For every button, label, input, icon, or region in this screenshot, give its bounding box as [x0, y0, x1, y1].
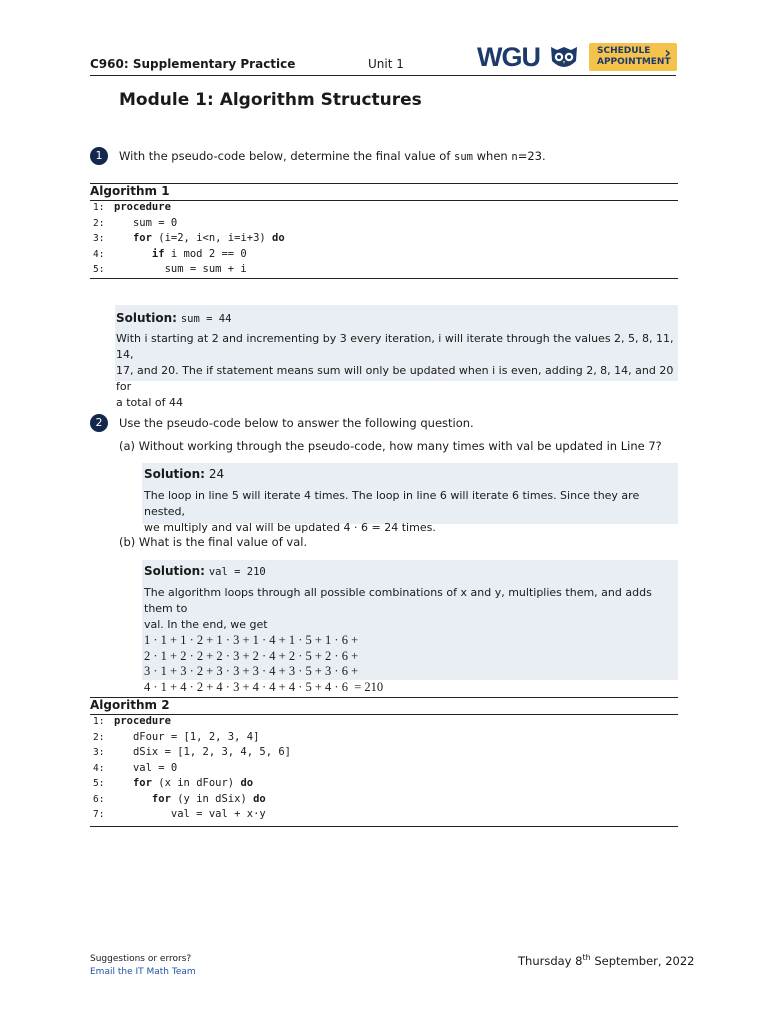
math-line: 1 · 1 + 1 · 2 + 1 · 3 + 1 · 4 + 1 · 5 + 1 · 6 +	[144, 633, 359, 647]
solution-text-line: 17, and 20. The if statement means sum will only be updated when i is even, adding 2, 8, 14, and 20 for	[116, 364, 674, 393]
code-line	[93, 714, 291, 730]
code-text: sum = sum + i	[114, 263, 247, 275]
code-keyword: procedure	[114, 715, 171, 727]
algorithm-2-code	[93, 714, 291, 823]
solution-text-line: val. In the end, we get	[144, 618, 268, 631]
algorithm-2-title: Algorithm 2	[90, 698, 170, 712]
date-superscript: th	[582, 953, 591, 962]
date-suffix: September, 2022	[590, 953, 695, 968]
wgu-logo	[477, 42, 583, 72]
q1-text-part: With the pseudo-code below, determine the final value of	[119, 149, 455, 163]
schedule-line2: APPOINTMENT	[597, 57, 671, 67]
solution-2a-box	[142, 463, 678, 534]
code-keyword: do	[272, 232, 285, 244]
line-number: 7:	[93, 809, 105, 820]
solution-text-line: The algorithm loops through all possible combinations of x and y, multiplies them, and adds them to	[144, 586, 652, 615]
solution-value: val = 210	[208, 566, 266, 578]
schedule-line1: SCHEDULE	[597, 46, 651, 56]
solution-1-header	[116, 311, 678, 325]
line-number: 5:	[93, 264, 105, 275]
code-text: i mod 2 == 0	[164, 247, 247, 260]
code-keyword: for	[114, 792, 171, 805]
question-2b-text: (b) What is the final value of val.	[119, 535, 308, 549]
course-title: C960: Supplementary Practice	[90, 57, 296, 71]
code-text: (i=2, i<n, i=i+3)	[151, 232, 273, 244]
solution-label: Solution:	[116, 311, 177, 325]
solution-text-line: a total of 44	[116, 396, 183, 409]
line-number: 6:	[93, 793, 105, 805]
chevron-right-icon: ›	[664, 43, 671, 62]
code-line	[93, 216, 285, 232]
unit-label: Unit 1	[368, 57, 404, 71]
code-keyword: do	[240, 777, 254, 789]
header-divider	[90, 75, 676, 76]
solution-text-line: With i starting at 2 and incrementing by 3 every iteration, i will iterate through the values 2, 5, 8, 11, 14,	[116, 332, 674, 361]
line-number: 1:	[93, 716, 105, 727]
code-line	[93, 247, 285, 263]
q1-text-part: =23.	[517, 149, 546, 163]
date-prefix: Thursday 8	[518, 953, 583, 968]
question-2a-text: (a) Without working through the pseudo-code, how many times with val be updated in Line 7?	[119, 439, 662, 453]
code-text: (x in dFour)	[151, 777, 241, 789]
solution-value: 24	[208, 467, 225, 481]
algorithm-1-title: Algorithm 1	[90, 184, 170, 198]
solution-label: Solution:	[144, 564, 205, 578]
code-line	[93, 761, 291, 777]
code-text: val = 0	[114, 761, 178, 774]
solution-2a-header	[144, 467, 678, 481]
code-keyword: for	[114, 777, 152, 789]
line-number: 5:	[93, 778, 105, 789]
code-text: dSix = [1, 2, 3, 4, 5, 6]	[114, 746, 292, 758]
solution-value: sum = 44	[180, 313, 232, 325]
algorithm-2-bottom-rule	[90, 826, 678, 827]
code-text: sum = 0	[114, 216, 178, 229]
line-number: 2:	[93, 217, 105, 229]
solution-1-box	[115, 305, 678, 409]
code-keyword: do	[253, 792, 266, 805]
q1-code-sum: sum	[454, 151, 473, 163]
code-line	[93, 200, 285, 216]
solution-2b-box	[142, 560, 678, 694]
line-number: 3:	[93, 747, 105, 758]
question-1-text	[119, 149, 546, 163]
solution-2b-math	[144, 633, 678, 695]
code-line	[93, 792, 291, 808]
line-number: 1:	[93, 202, 105, 213]
code-line	[93, 745, 291, 761]
line-number: 3:	[93, 233, 105, 244]
code-line	[93, 262, 285, 278]
algorithm-1-bottom-rule	[90, 278, 678, 279]
code-line	[93, 807, 291, 823]
solution-2b-header	[144, 564, 678, 578]
line-number: 4:	[93, 248, 105, 260]
math-line: 4 · 1 + 4 · 2 + 4 · 3 + 4 · 4 + 4 · 5 + 4 · 6 = 210	[144, 679, 384, 694]
owl-icon	[549, 43, 579, 71]
code-keyword: for	[114, 232, 152, 244]
q1-code-n: n	[511, 151, 518, 163]
math-line: 2 · 1 + 2 · 2 + 2 · 3 + 2 · 4 + 2 · 5 + 2 · 6 +	[144, 648, 359, 663]
code-keyword: if	[114, 247, 165, 260]
solution-1-body	[116, 331, 678, 411]
solution-2a-body	[144, 488, 678, 536]
algorithm-1-code	[93, 200, 285, 278]
module-title: Module 1: Algorithm Structures	[119, 90, 422, 110]
line-number: 2:	[93, 731, 105, 743]
code-line	[93, 231, 285, 247]
question-2-text: Use the pseudo-code below to answer the following question.	[119, 416, 474, 430]
schedule-appointment-button[interactable]	[589, 43, 677, 71]
algorithm-1-top-rule	[90, 183, 678, 184]
footer-suggestions: Suggestions or errors?	[90, 954, 192, 964]
email-team-link[interactable]: Email the IT Math Team	[90, 967, 196, 977]
code-line	[93, 730, 291, 746]
code-text: (y in dSix)	[170, 792, 254, 805]
footer-date	[518, 953, 694, 968]
code-line	[93, 776, 291, 792]
algorithm-2-top-rule	[90, 697, 678, 698]
line-number: 4:	[93, 762, 105, 774]
code-text: val = val + x·y	[114, 808, 266, 820]
question-2-number: 2	[90, 414, 108, 432]
code-text: dFour = [1, 2, 3, 4]	[114, 730, 260, 743]
wgu-logo-text: WGU	[477, 42, 540, 72]
code-keyword: procedure	[114, 201, 171, 213]
question-1-number: 1	[90, 147, 108, 165]
solution-label: Solution:	[144, 467, 205, 481]
solution-2b-body	[144, 585, 678, 633]
solution-text-line: we multiply and val will be updated 4 · 6 = 24 times.	[144, 521, 436, 534]
math-line: 3 · 1 + 3 · 2 + 3 · 3 + 3 · 4 + 3 · 5 + 3 · 6 +	[144, 664, 359, 678]
solution-text-line: The loop in line 5 will iterate 4 times. The loop in line 6 will iterate 6 times. Since they are nested,	[144, 489, 640, 518]
q1-text-part: when	[473, 149, 512, 163]
